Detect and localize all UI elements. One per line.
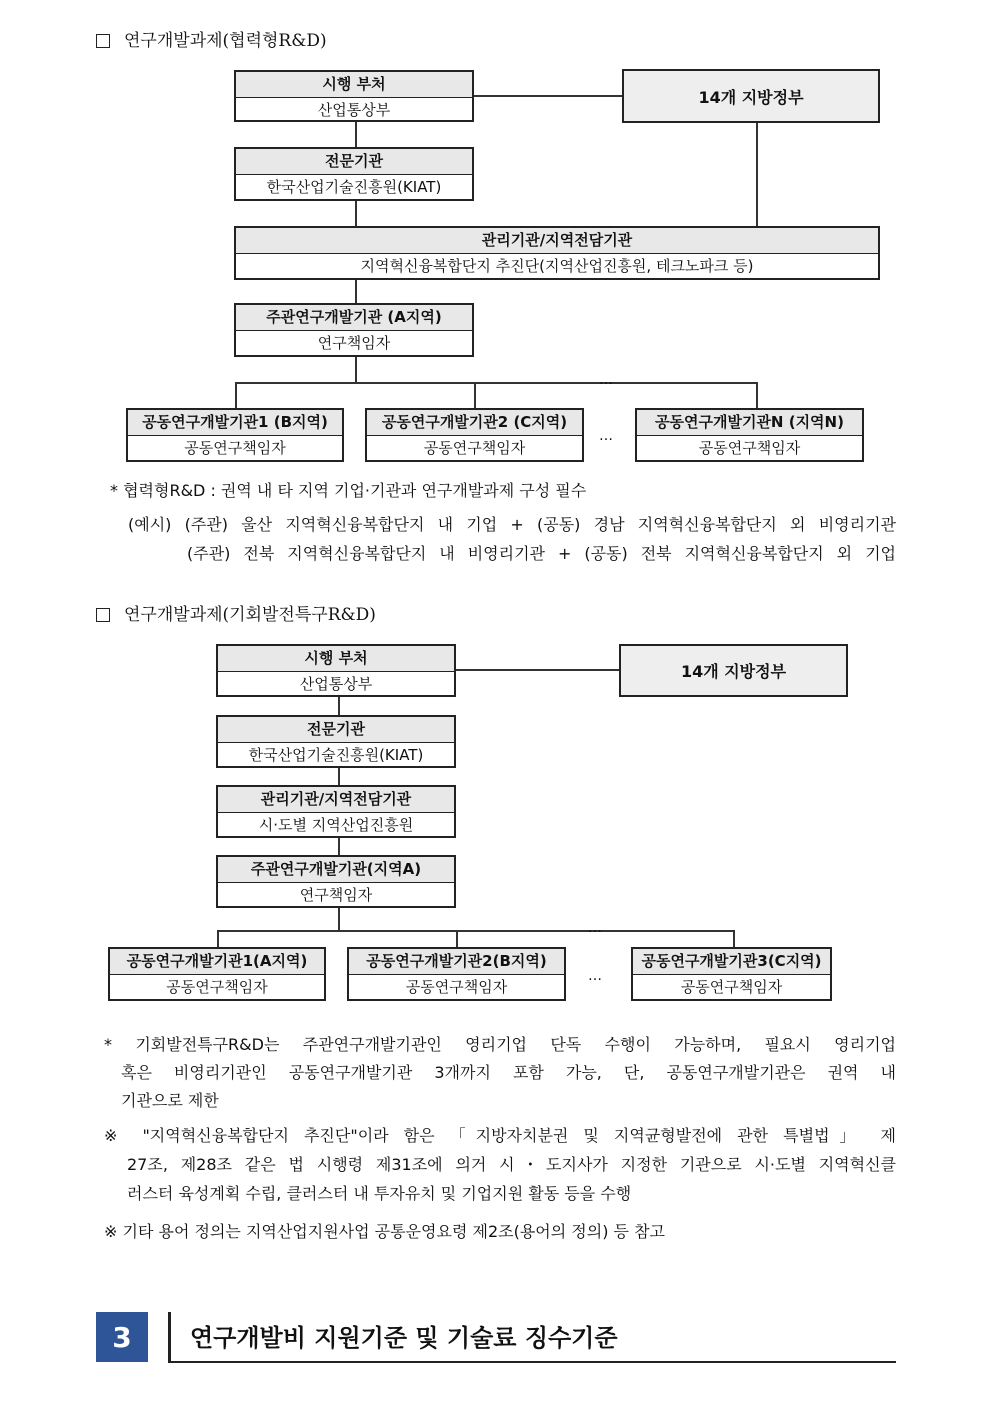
connector-line (455, 669, 620, 671)
ministry-box: 시행 부처 산업통상부 (234, 70, 474, 122)
section-divider (168, 1312, 171, 1362)
joint-institution-box: 공동연구개발기관1 (B지역) 공동연구책임자 (126, 408, 344, 462)
connector-line (474, 382, 476, 409)
connector-line (733, 930, 735, 948)
agency-box: 전문기관 한국산업기술진흥원(KIAT) (216, 715, 456, 768)
ellipsis: … (588, 920, 603, 936)
ministry-box: 시행 부처 산업통상부 (216, 644, 456, 697)
manager-box: 관리기관/지역전담기관 시·도별 지역산업진흥원 (216, 785, 456, 838)
section-number: 3 (96, 1312, 148, 1362)
note: * 기회발전특구R&D는 주관연구개발기관인 영리기업 단독 수행이 가능하며, 필요시 영리기업 (104, 1035, 896, 1054)
connector-line (338, 696, 340, 716)
local-gov-box: 14개 지방정부 (622, 69, 880, 123)
note: 혹은 비영리기관인 공동연구개발기관 3개까지 포함 가능, 단, 공동연구개발기관은 권역 내 (121, 1063, 896, 1082)
manager-box: 관리기관/지역전담기관 지역혁신융복합단지 추진단(지역산업진흥원, 테크노파크 등) (234, 226, 880, 280)
note: 기관으로 제한 (121, 1091, 219, 1110)
local-gov-box: 14개 지방정부 (619, 644, 848, 697)
example-line: (예시) (주관) 울산 지역혁신융복합단지 내 기업 + (공동) 경남 지역혁신융복합단지 외 비영리기관 (128, 515, 896, 534)
lead-institution-box: 주관연구개발기관(지역A) 연구책임자 (216, 855, 456, 908)
example-line: (주관) 전북 지역혁신융복합단지 내 비영리기관 + (공동) 전북 지역혁신융복합단지 외 기업 (187, 544, 896, 563)
connector-line (756, 382, 758, 409)
connector-line (473, 95, 623, 97)
connector-line (235, 382, 757, 384)
connector-line (217, 930, 734, 932)
connector-line (355, 121, 357, 148)
connector-line (355, 356, 357, 382)
lead-institution-box: 주관연구개발기관 (A지역) 연구책임자 (234, 303, 474, 357)
agency-box: 전문기관 한국산업기술진흥원(KIAT) (234, 147, 474, 201)
ellipsis: … (599, 372, 614, 388)
connector-line (235, 382, 237, 409)
connector-line (338, 837, 340, 856)
section1-heading: 연구개발과제(협력형R&D) (96, 26, 327, 51)
reference-note: ※ 기타 용어 정의는 지역산업지원사업 공통운영요령 제2조(용어의 정의) 등 참고 (104, 1222, 665, 1241)
checkbox-square-icon (96, 608, 110, 622)
connector-line (338, 907, 340, 930)
ellipsis: … (588, 968, 603, 984)
connector-line (756, 121, 758, 227)
connector-line (456, 930, 458, 948)
reference-note: 27조, 제28조 같은 법 시행령 제31조에 의거 시・도지사가 지정한 기관으로 시·도별 지역혁신클 (127, 1155, 896, 1174)
joint-institution-box: 공동연구개발기관2(B지역) 공동연구책임자 (347, 947, 566, 1001)
connector-line (338, 767, 340, 786)
ellipsis: … (599, 428, 614, 444)
connector-line (355, 200, 357, 227)
reference-note: ※ "지역혁신융복합단지 추진단"이라 함은 「지방자치분권 및 지역균형발전에 관한 특별법」 제 (104, 1126, 896, 1145)
reference-note: 러스터 육성계획 수립, 클러스터 내 투자유치 및 기업지원 활동 등을 수행 (127, 1184, 632, 1203)
note: * 협력형R&D : 권역 내 타 지역 기업·기관과 연구개발과제 구성 필수 (110, 481, 587, 500)
connector-line (217, 930, 219, 948)
section-title: 연구개발비 지원기준 및 기술료 징수기준 (190, 1324, 618, 1352)
connector-line (355, 279, 357, 304)
joint-institution-box: 공동연구개발기관1(A지역) 공동연구책임자 (108, 947, 326, 1001)
joint-institution-box: 공동연구개발기관N (지역N) 공동연구책임자 (635, 408, 864, 462)
section-underline (168, 1361, 896, 1363)
joint-institution-box: 공동연구개발기관3(C지역) 공동연구책임자 (631, 947, 832, 1001)
checkbox-square-icon (96, 34, 110, 48)
joint-institution-box: 공동연구개발기관2 (C지역) 공동연구책임자 (365, 408, 584, 462)
section2-heading: 연구개발과제(기회발전특구R&D) (96, 600, 376, 625)
